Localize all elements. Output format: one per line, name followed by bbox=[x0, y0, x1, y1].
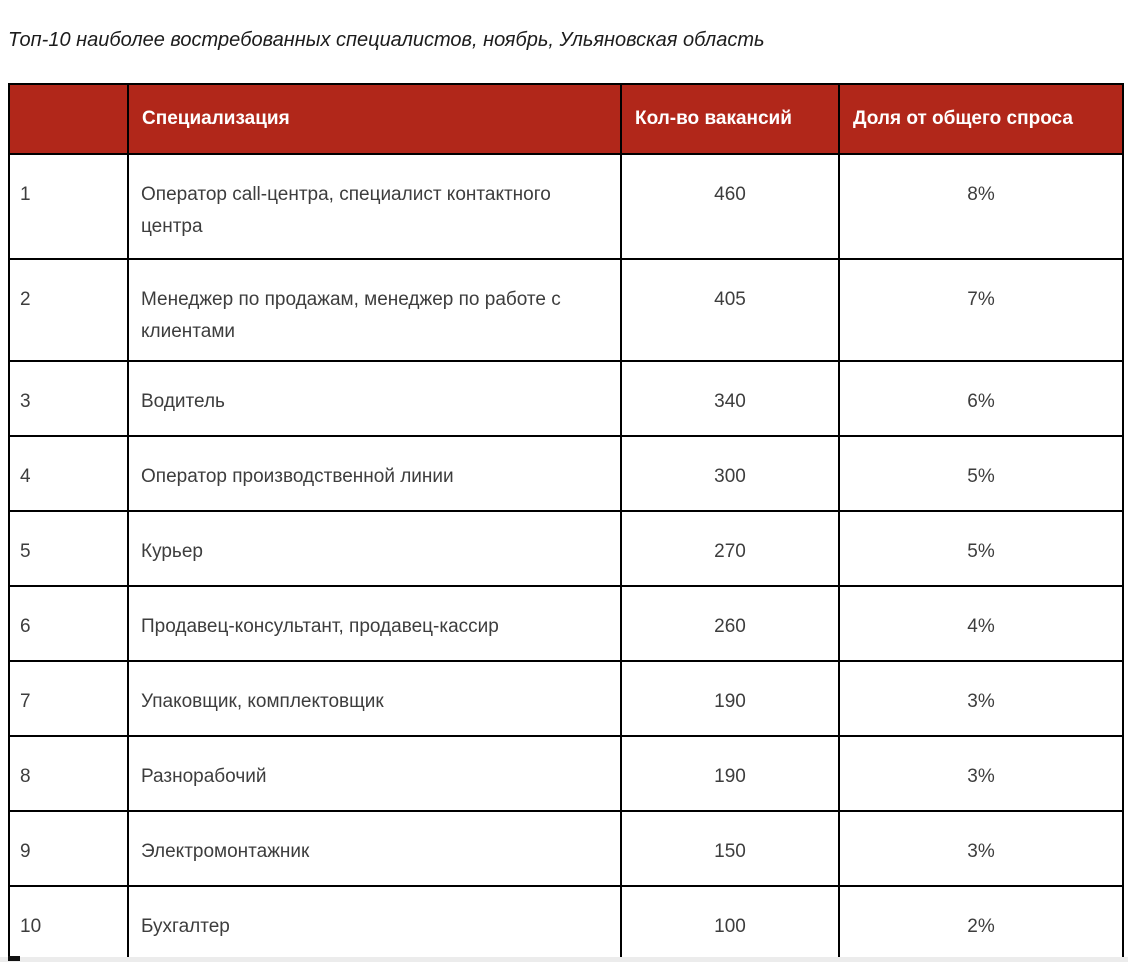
header-row bbox=[9, 84, 1123, 154]
cell-share: 5% bbox=[839, 436, 1123, 511]
cell-share: 7% bbox=[839, 259, 1123, 361]
cell-rank: 5 bbox=[9, 511, 128, 586]
table-row bbox=[9, 736, 1123, 811]
table-bottom-border-fragment bbox=[8, 956, 20, 961]
cell-vacancies: 150 bbox=[621, 811, 839, 886]
cell-rank: 2 bbox=[9, 259, 128, 361]
table-row bbox=[9, 154, 1123, 259]
cell-rank: 6 bbox=[9, 586, 128, 661]
cell-vacancies: 190 bbox=[621, 661, 839, 736]
cell-vacancies: 405 bbox=[621, 259, 839, 361]
bottom-strip bbox=[0, 957, 1128, 962]
cell-rank: 8 bbox=[9, 736, 128, 811]
cell-specialization: Менеджер по продажам, менеджер по работе с клиентами bbox=[128, 259, 621, 361]
cell-vacancies: 340 bbox=[621, 361, 839, 436]
table-row bbox=[9, 661, 1123, 736]
cell-specialization: Упаковщик, комплектовщик bbox=[128, 661, 621, 736]
cell-rank: 10 bbox=[9, 886, 128, 962]
cell-specialization: Электромонтажник bbox=[128, 811, 621, 886]
top10-table bbox=[8, 83, 1124, 962]
col-header-share: Доля от общего спроса bbox=[839, 84, 1123, 154]
table-header bbox=[9, 84, 1123, 154]
col-header-specialization: Специализация bbox=[128, 84, 621, 154]
cell-rank: 4 bbox=[9, 436, 128, 511]
cell-rank: 7 bbox=[9, 661, 128, 736]
table-body bbox=[9, 154, 1123, 962]
cell-specialization: Бухгалтер bbox=[128, 886, 621, 962]
table-row bbox=[9, 886, 1123, 962]
cell-specialization: Оператор производственной линии bbox=[128, 436, 621, 511]
cell-vacancies: 460 bbox=[621, 154, 839, 259]
table-row bbox=[9, 511, 1123, 586]
cell-share: 6% bbox=[839, 361, 1123, 436]
cell-specialization: Продавец-консультант, продавец-кассир bbox=[128, 586, 621, 661]
table-row bbox=[9, 811, 1123, 886]
table-row bbox=[9, 436, 1123, 511]
cell-vacancies: 260 bbox=[621, 586, 839, 661]
table-row bbox=[9, 586, 1123, 661]
cell-share: 3% bbox=[839, 661, 1123, 736]
cell-specialization: Разнорабочий bbox=[128, 736, 621, 811]
cell-rank: 1 bbox=[9, 154, 128, 259]
cell-share: 2% bbox=[839, 886, 1123, 962]
cell-specialization: Водитель bbox=[128, 361, 621, 436]
cell-vacancies: 270 bbox=[621, 511, 839, 586]
col-header-rank bbox=[9, 84, 128, 154]
table-row bbox=[9, 259, 1123, 361]
cell-share: 5% bbox=[839, 511, 1123, 586]
col-header-vacancies: Кол-во вакансий bbox=[621, 84, 839, 154]
table-row bbox=[9, 361, 1123, 436]
cell-share: 3% bbox=[839, 736, 1123, 811]
table-caption: Топ-10 наиболее востребованных специалистов, ноябрь, Ульяновская область bbox=[8, 29, 765, 51]
cell-share: 4% bbox=[839, 586, 1123, 661]
cell-share: 3% bbox=[839, 811, 1123, 886]
cell-vacancies: 300 bbox=[621, 436, 839, 511]
cell-rank: 3 bbox=[9, 361, 128, 436]
cell-specialization: Курьер bbox=[128, 511, 621, 586]
cell-vacancies: 100 bbox=[621, 886, 839, 962]
cell-specialization: Оператор call-центра, специалист контактного центра bbox=[128, 154, 621, 259]
cell-vacancies: 190 bbox=[621, 736, 839, 811]
cell-share: 8% bbox=[839, 154, 1123, 259]
cell-rank: 9 bbox=[9, 811, 128, 886]
